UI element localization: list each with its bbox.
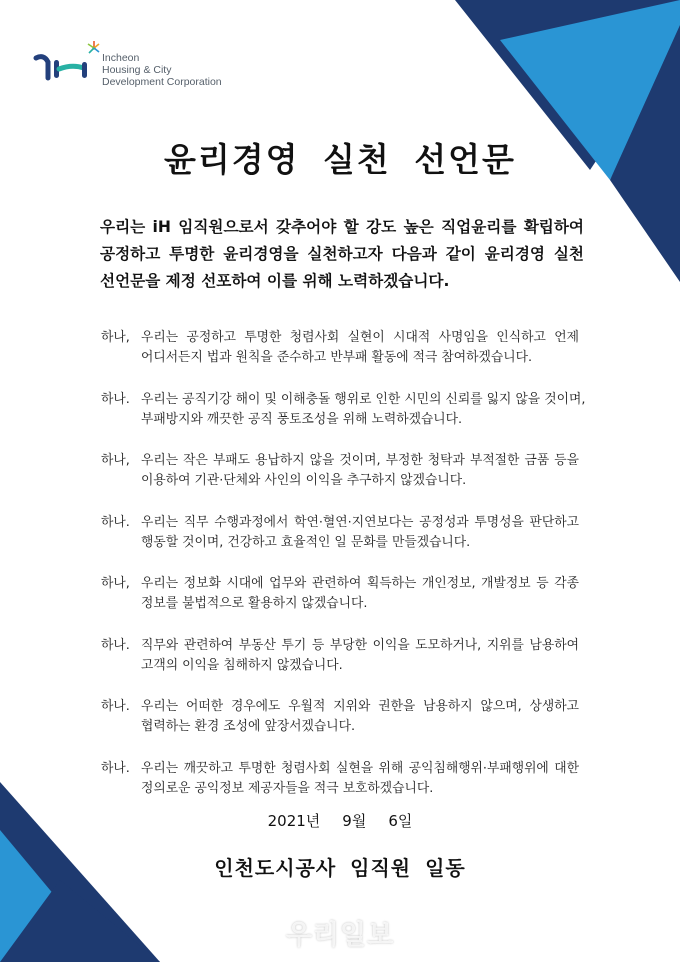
pledge-line: 행동할 것이며, 건강하고 효율적인 일 문화를 만들겠습니다. [141,534,471,550]
pledge-text [141,759,579,799]
pledge-text [141,451,579,491]
pledge-marker: 하나. [101,760,130,776]
watermark: 우리일보 [285,920,395,951]
pledge-text [141,328,579,368]
pledge-marker: 하나, [101,330,130,345]
ih-logo [32,40,222,92]
pledge-line: 부패방지와 깨끗한 공직 풍토조성을 위해 노력하겠습니다. [141,411,463,427]
date-month: 9월 [342,812,367,830]
pledge-line: 고객의 이익을 침해하지 않겠습니다. [141,657,343,673]
pledge-line: 이용하여 기관·단체와 사인의 이익을 추구하지 않겠습니다. [141,473,467,488]
pledge-marker: 하나. [101,699,130,714]
page-title: 윤리경영 실천 선언문 [164,140,516,179]
pledge-text [141,390,586,430]
pledge-marker: 하나. [101,391,130,407]
pledge-line: 우리는 공정하고 투명한 청렴사회 실현이 시대적 사명임을 인식하고 언제 [141,330,579,345]
pledge-line: 우리는 직무 수행과정에서 학연·혈연·지연보다는 공정성과 투명성을 판단하고 [141,514,579,530]
pledge-text [141,697,579,737]
logo-text [102,52,222,88]
intro-line: 공정하고 투명한 윤리경영을 실천하고자 다음과 같이 윤리경영 실천 [100,245,584,263]
intro-line: 선언문을 제정 선포하여 이를 위해 노력하겠습니다. [100,272,450,290]
pledge-line: 우리는 작은 부패도 용납하지 않을 것이며, 부정한 청탁과 부적절한 금품 등을 [141,453,579,468]
logo-line-1: Incheon [102,52,140,64]
pledge-marker: 하나. [101,514,130,530]
pledge-line: 협력하는 환경 조성에 앞장서겠습니다. [141,719,356,734]
declaration-date [0,810,680,831]
intro-paragraph [100,214,584,295]
ih-logo-mark-icon [32,40,100,92]
pledge-item [101,513,581,575]
pledge-list [101,328,586,820]
pledge-text [141,636,579,676]
pledge-item [101,328,581,390]
date-day: 6일 [388,812,413,830]
pledge-marker: 하나. [101,637,130,653]
pledge-line: 우리는 공직기강 해이 및 이해충돌 행위로 인한 시민의 신뢰를 잃지 않을 것이며, [141,391,586,407]
logo-line-2: Housing & City [102,64,172,76]
signatory: 인천도시공사 임직원 일동 [214,856,466,880]
pledge-text [141,513,579,553]
pledge-line: 우리는 깨끗하고 투명한 청렴사회 실현을 위해 공익침해행위·부패행위에 대한 [141,760,579,776]
pledge-line: 어디서든지 법과 원칙을 준수하고 반부패 활동에 적극 참여하겠습니다. [141,350,533,365]
pledge-item [101,574,581,636]
logo-line-3: Development Corporation [102,76,222,88]
pledge-line: 직무와 관련하여 부동산 투기 등 부당한 이익을 도모하거나, 지위를 남용하여 [141,637,579,653]
pledge-line: 정보를 불법적으로 활용하지 않겠습니다. [141,596,368,611]
pledge-item [101,451,581,513]
pledge-text [141,574,579,614]
date-year: 2021년 [267,812,321,830]
intro-line: 우리는 iH 임직원으로서 갖추어야 할 강도 높은 직업윤리를 확립하여 [100,218,584,236]
pledge-line: 우리는 정보화 시대에 업무와 관련하여 획득하는 개인정보, 개발정보 등 각종 [141,576,579,591]
pledge-line: 우리는 어떠한 경우에도 우월적 지위와 권한을 남용하지 않으며, 상생하고 [141,699,579,714]
pledge-item [101,390,586,452]
pledge-line: 정의로운 공익정보 제공자들을 적극 보호하겠습니다. [141,780,434,796]
pledge-item [101,636,581,698]
pledge-item [101,697,581,759]
pledge-marker: 하나, [101,576,130,591]
pledge-marker: 하나, [101,453,130,468]
